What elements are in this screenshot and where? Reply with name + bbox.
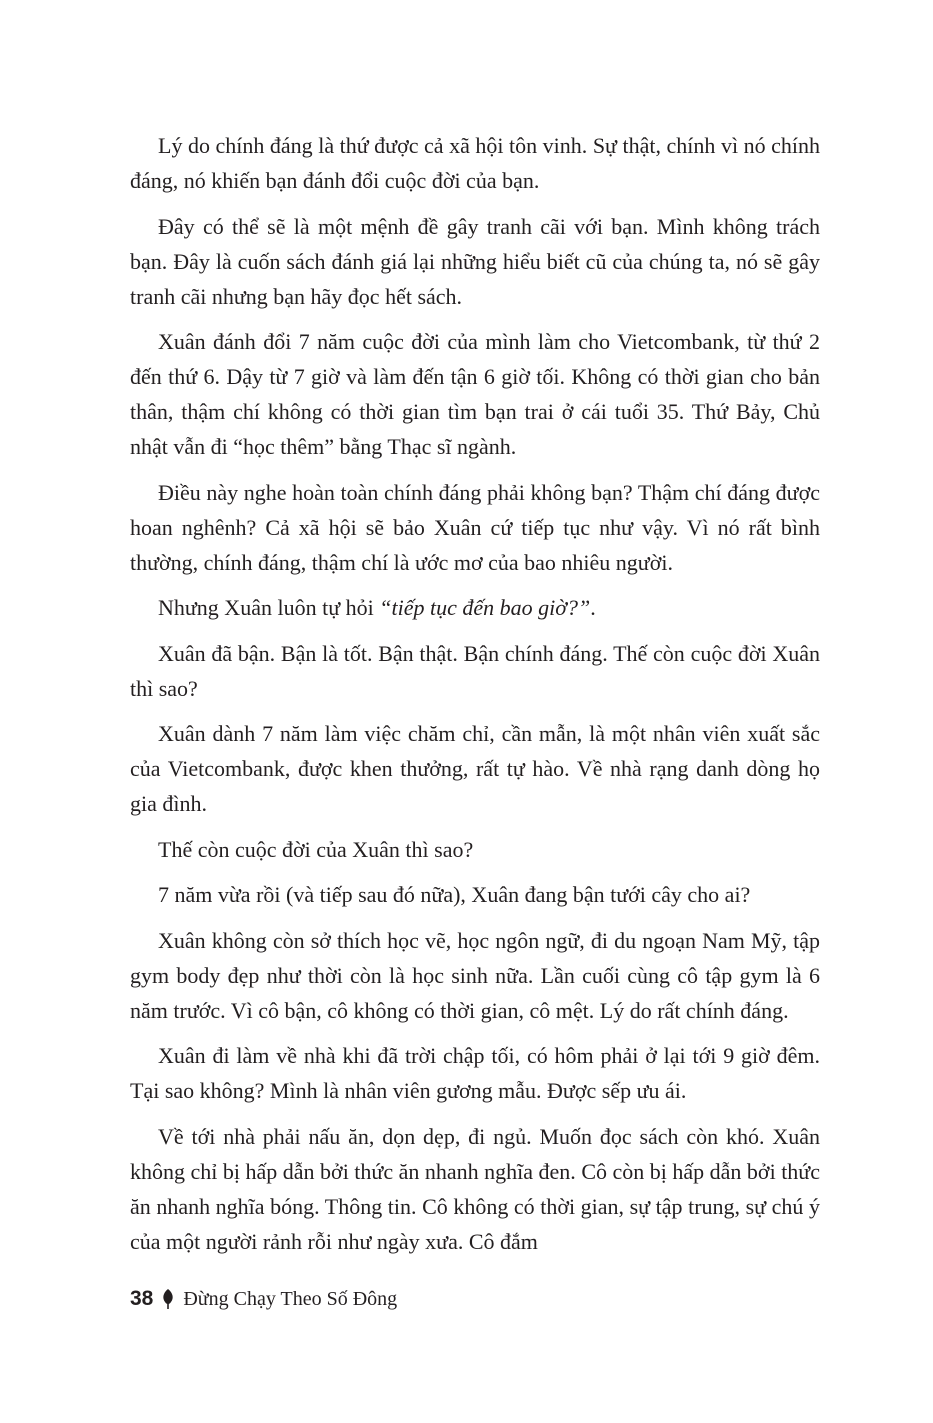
paragraph-8: Thế còn cuộc đời của Xuân thì sao? bbox=[158, 836, 474, 862]
page-number: 38 bbox=[130, 1287, 154, 1310]
paragraph-7: Xuân dành 7 năm làm việc chăm chỉ, cần mẫn, là một nhân viên xuất sắc của Vietcombank, được khen thưởng, rất tự hào. Về nhà rạng danh dòng họ gia đình. bbox=[130, 721, 820, 816]
paragraph-9: 7 năm vừa rồi (và tiếp sau đó nữa), Xuân đang bận tưới cây cho ai? bbox=[158, 882, 751, 907]
paragraph-6: Xuân đã bận. Bận là tốt. Bận thật. Bận chính đáng. Thế còn cuộc đời Xuân thì sao? bbox=[130, 640, 820, 701]
paragraph-12: Về tới nhà phải nấu ăn, dọn dẹp, đi ngủ. Muốn đọc sách còn khó. Xuân không chỉ bị hấp dẫn bởi thức ăn nhanh nghĩa đen. Cô còn bị hấp dẫn bởi thức ăn nhanh nghĩa bóng. Thông tin. Cô không có thời gian, sự tập trung, sự chú ý của một người rảnh rỗi như ngày xưa. Cô đắm bbox=[130, 1123, 820, 1254]
paragraph-5 bbox=[130, 590, 820, 625]
paragraph-3: Xuân đánh đổi 7 năm cuộc đời của mình làm cho Vietcombank, từ thứ 2 đến thứ 6. Dậy từ 7 giờ và làm đến tận 6 giờ tối. Không có thời gian cho bản thân, thậm chí không có thời gian tìm bạn trai ở cái tuổi 35. Thứ Bảy, Chủ nhật vẫn đi “học thêm” bằng Thạc sĩ ngành. bbox=[130, 329, 820, 459]
book-title: Đừng Chạy Theo Số Đông bbox=[183, 1287, 398, 1310]
paragraph-5-prefix: Nhưng Xuân luôn tự hỏi bbox=[158, 595, 380, 620]
leaf-icon bbox=[161, 1288, 175, 1310]
paragraph-11: Xuân đi làm về nhà khi đã trời chập tối, có hôm phải ở lại tới 9 giờ đêm. Tại sao không? Mình là nhân viên gương mẫu. Được sếp ưu ái. bbox=[130, 1043, 820, 1103]
page-footer bbox=[130, 1283, 397, 1315]
body-text bbox=[130, 128, 820, 1269]
paragraph-5-italic-quote: “tiếp tục đến bao giờ?” bbox=[379, 595, 591, 620]
paragraph-5-suffix: . bbox=[590, 595, 596, 620]
paragraph-4: Điều này nghe hoàn toàn chính đáng phải không bạn? Thậm chí đáng được hoan nghênh? Cả xã hội sẽ bảo Xuân cứ tiếp tục như vậy. Vì nó rất bình thường, chính đáng, thậm chí là ước mơ của bao nhiêu người. bbox=[130, 479, 820, 575]
paragraph-2: Đây có thể sẽ là một mệnh đề gây tranh cãi với bạn. Mình không trách bạn. Đây là cuốn sách đánh giá lại những hiểu biết cũ của chúng ta, nó sẽ gây tranh cãi nhưng bạn hãy đọc hết sách. bbox=[130, 213, 820, 309]
paragraph-10: Xuân không còn sở thích học vẽ, học ngôn ngữ, đi du ngoạn Nam Mỹ, tập gym body đẹp như thời còn là học sinh nữa. Lần cuối cùng cô tập gym là 6 năm trước. Vì cô bận, cô không có thời gian, cô mệt. Lý do rất chính đáng. bbox=[130, 927, 820, 1023]
paragraph-1: Lý do chính đáng là thứ được cả xã hội tôn vinh. Sự thật, chính vì nó chính đáng, nó khiến bạn đánh đổi cuộc đời của bạn. bbox=[130, 133, 820, 193]
